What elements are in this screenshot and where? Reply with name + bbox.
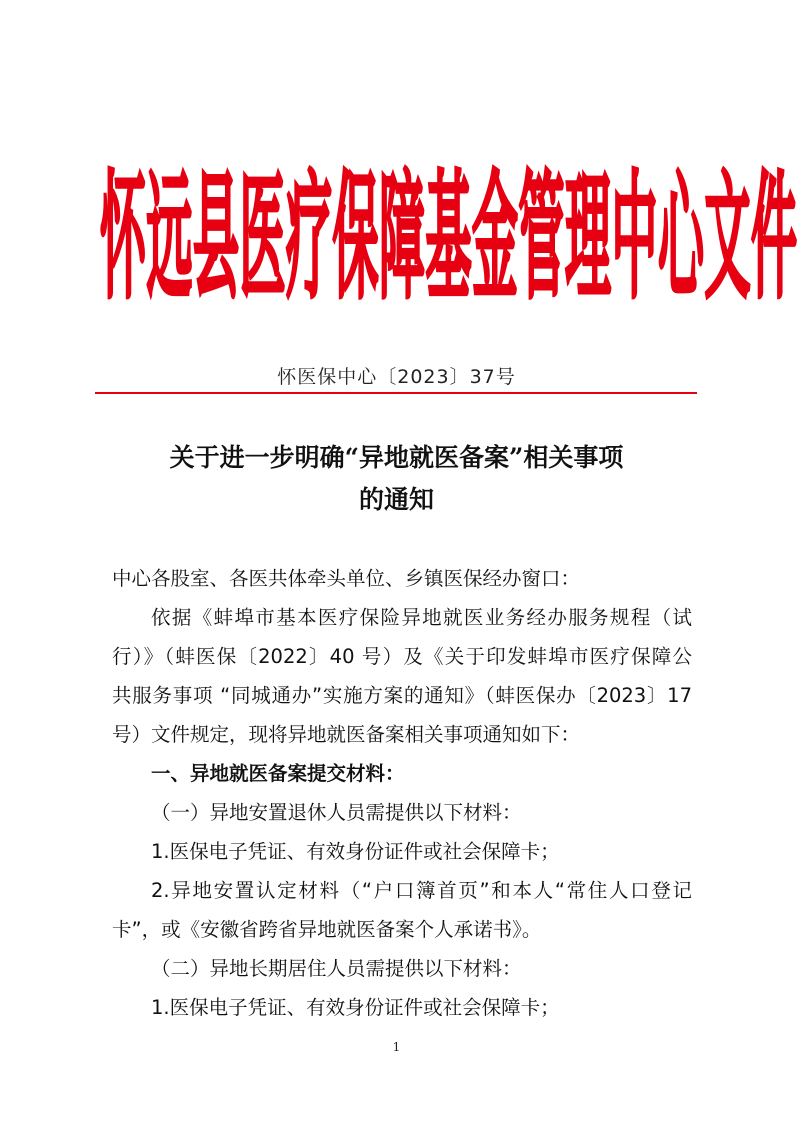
notice-title-line-2: 的通知 <box>358 485 434 514</box>
red-divider-line <box>95 392 697 394</box>
subsection-1-item-2-line-2: 卡”，或《安徽省跨省异地就医备案个人承诺书》。 <box>112 918 542 941</box>
addressee: 中心各股室、各医共体牵头单位、乡镇医保经办窗口： <box>112 567 581 590</box>
intro-line-1: 依据《蚌埠市基本医疗保险异地就医业务经办服务规程（试 <box>151 606 692 629</box>
subsection-1-item-2-line-1: 2.异地安置认定材料（“户口簿首页”和本人“常住人口登记 <box>151 879 692 902</box>
document-number: 怀医保中心〔2023〕37号 <box>277 366 516 388</box>
intro-line-2: 行）》（蚌医保〔2022〕40 号）及《关于印发蚌埠市医疗保障公 <box>112 645 692 668</box>
subsection-1-item-1: 1.医保电子凭证、有效身份证件或社会保障卡； <box>151 840 560 863</box>
subsection-1-heading: （一）异地安置退休人员需提供以下材料： <box>151 801 522 824</box>
masthead <box>100 156 798 318</box>
masthead-title: 怀远县医疗保障基金管理中心文件 <box>100 156 798 318</box>
notice-title-line-1: 关于进一步明确“异地就医备案”相关事项 <box>169 443 624 472</box>
intro-line-3: 共服务事项 “同城通办”实施方案的通知》（蚌医保办〔2023〕17 <box>112 684 692 707</box>
section-1-heading: 一、异地就医备案提交材料： <box>151 762 405 785</box>
page-number: 1 <box>392 1040 401 1054</box>
subsection-2-heading: （二）异地长期居住人员需提供以下材料： <box>151 957 522 980</box>
subsection-2-item-1: 1.医保电子凭证、有效身份证件或社会保障卡； <box>151 996 560 1019</box>
intro-line-4: 号）文件规定，现将异地就医备案相关事项通知如下： <box>112 723 581 746</box>
